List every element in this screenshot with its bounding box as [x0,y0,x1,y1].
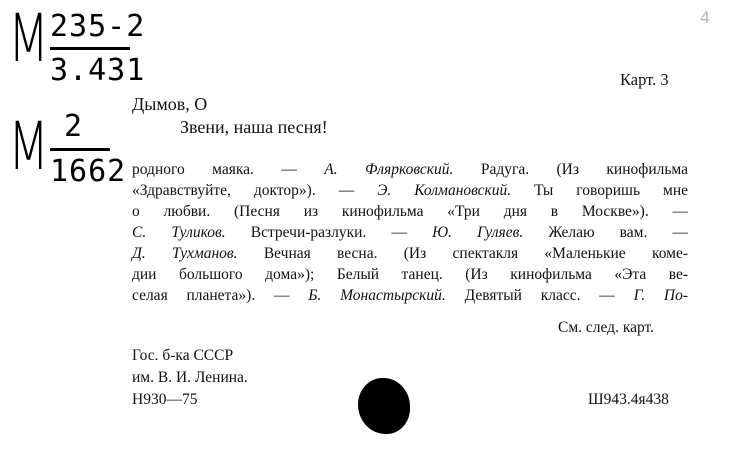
continuation-note: См. след. карт. [558,319,655,336]
handwritten-number-upper-bottom: 3.431 [50,53,146,88]
punch-hole-blot [358,378,410,434]
body-line-7: селая планета»). — Б. Монастырский. Девятый класс. — Г. По- [132,287,688,304]
shelf-code: Ш943.4я438 [588,391,669,408]
body-line-4: С. Туликов. Встречи-разлуки. — Ю. Гуляев. Желаю вам. — [132,224,688,241]
handwritten-number-lower-top: 2 [64,109,84,144]
card-number: Н930—75 [132,391,198,408]
handwritten-number-lower-bottom: 1662 [50,154,127,189]
author-name: Дымов, О [132,94,208,114]
body-line-1: родного маяка. — А. Флярковский. Радуга. (Из кинофильма [132,161,688,178]
body-line-2: «Здравствуйте, доктор»). — Э. Колмановский. Ты говоришь мне [132,182,688,199]
handwritten-fraction-line-upper [50,47,130,50]
library-subname: им. В. И. Ленина. [132,369,248,386]
library-name: Гос. б-ка СССР [132,347,234,364]
body-line-6: дии большого дома»); Белый танец. (Из кинофильма «Эта ве- [132,266,688,283]
handwritten-m-upper: M [8,0,50,77]
card-label: Карт. 3 [620,70,669,89]
corner-pencil-mark: 4 [700,8,711,27]
work-title: Звени, наша песня! [180,117,328,137]
body-line-3: о любви. (Песня из кинофильма «Три дня в Москве»). — [132,203,688,220]
handwritten-number-upper-top: 235-2 [50,9,146,44]
handwritten-fraction-line-lower [50,148,110,151]
handwritten-m-lower: M [8,108,50,185]
body-line-5: Д. Тухманов. Вечная весна. (Из спектакля «Маленькие коме- [132,245,689,262]
